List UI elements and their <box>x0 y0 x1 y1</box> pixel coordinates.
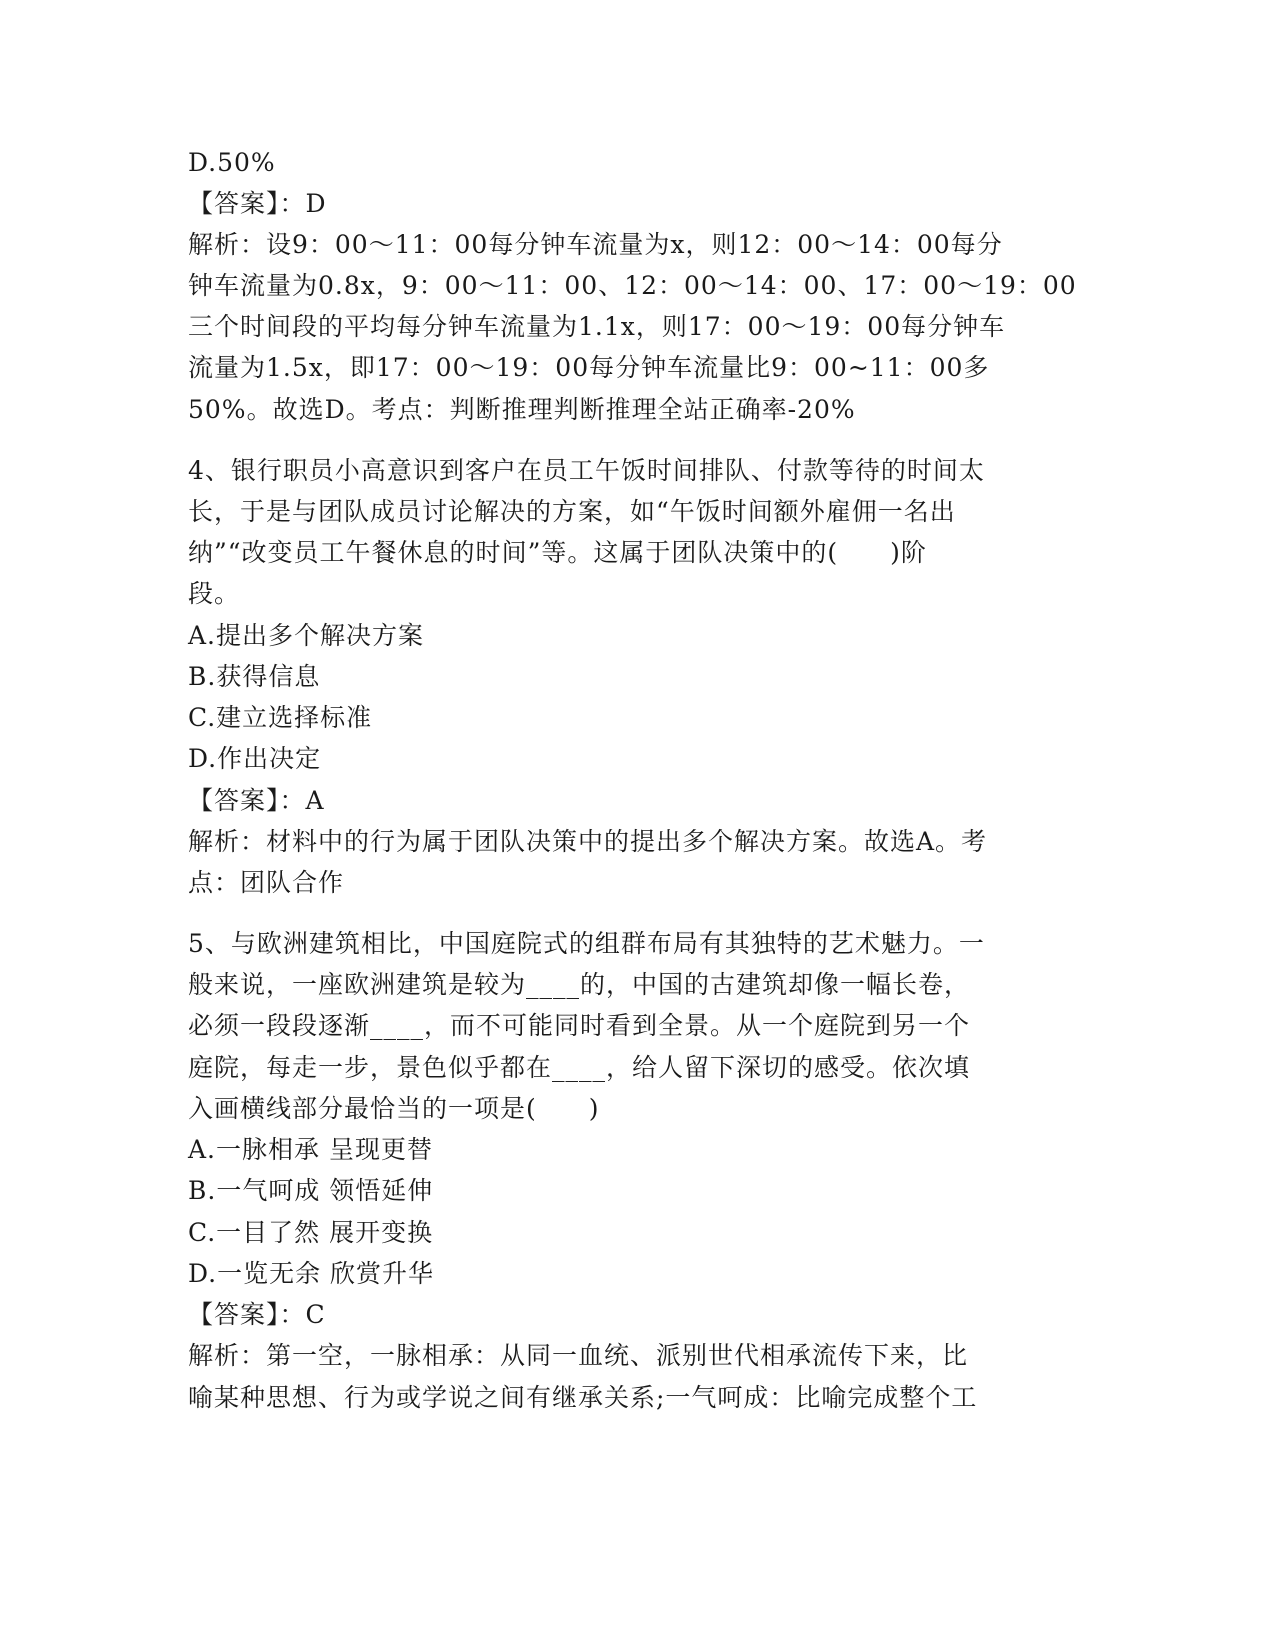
q5-stem-line: 5、与欧洲建筑相比，中国庭院式的组群布局有其独特的艺术魅力。一 <box>188 929 985 958</box>
q4-option-a: A.提出多个解决方案 <box>188 621 425 650</box>
q3-analysis-line: 三个时间段的平均每分钟车流量为1.1x，则17：00～19：00每分钟车 <box>188 312 1006 341</box>
q4-stem-line: 纳”“改变员工午餐休息的时间”等。这属于团队决策中的( )阶 <box>188 538 927 567</box>
q5-option-c: C.一目了然 展开变换 <box>188 1218 434 1247</box>
q5-stem-line: 般来说，一座欧洲建筑是较为____的，中国的古建筑却像一幅长卷， <box>188 970 971 999</box>
q3-option-d: D.50% <box>188 148 276 177</box>
q5-option-d: D.一览无余 欣赏升华 <box>188 1259 435 1288</box>
q5-stem-line: 庭院，每走一步，景色似乎都在____，给人留下深切的感受。依次填 <box>188 1053 971 1082</box>
q5-stem-line: 入画横线部分最恰当的一项是( ) <box>188 1094 600 1123</box>
q4-answer: 【答案】：A <box>188 786 325 815</box>
q3-analysis-line: 流量为1.5x，即17：00～19：00每分钟车流量比9：00~11：00多 <box>188 353 990 382</box>
q4-option-b: B.获得信息 <box>188 662 321 691</box>
q4-analysis-line: 解析：材料中的行为属于团队决策中的提出多个解决方案。故选A。考 <box>188 827 988 856</box>
q5-analysis-line: 喻某种思想、行为或学说之间有继承关系;一气呵成：比喻完成整个工 <box>188 1383 978 1412</box>
q5-option-b: B.一气呵成 领悟延伸 <box>188 1176 434 1205</box>
q3-analysis-line: 解析：设9：00～11：00每分钟车流量为x，则12：00～14：00每分 <box>188 230 1003 259</box>
q3-answer: 【答案】：D <box>188 189 327 218</box>
q4-option-c: C.建立选择标准 <box>188 703 373 732</box>
q5-stem-line: 必须一段段逐渐____，而不可能同时看到全景。从一个庭院到另一个 <box>188 1011 971 1040</box>
q3-analysis-line: 钟车流量为0.8x，9：00～11：00、12：00～14：00、17：00～19：00 <box>188 271 1077 300</box>
q3-analysis-line: 50%。故选D。考点：判断推理判断推理全站正确率-20% <box>188 395 856 424</box>
q4-option-d: D.作出决定 <box>188 744 322 773</box>
q5-answer: 【答案】：C <box>188 1300 326 1329</box>
q5-analysis-line: 解析：第一空，一脉相承：从同一血统、派别世代相承流传下来，比 <box>188 1341 969 1370</box>
q5-option-a: A.一脉相承 呈现更替 <box>188 1135 433 1164</box>
q4-stem-line: 长，于是与团队成员讨论解决的方案，如“午饭时间额外雇佣一名出 <box>188 497 956 526</box>
q4-stem-line: 4、银行职员小高意识到客户在员工午饭时间排队、付款等待的时间太 <box>188 456 985 485</box>
q4-stem-line: 段。 <box>188 579 241 608</box>
q4-analysis-line: 点：团队合作 <box>188 868 345 897</box>
